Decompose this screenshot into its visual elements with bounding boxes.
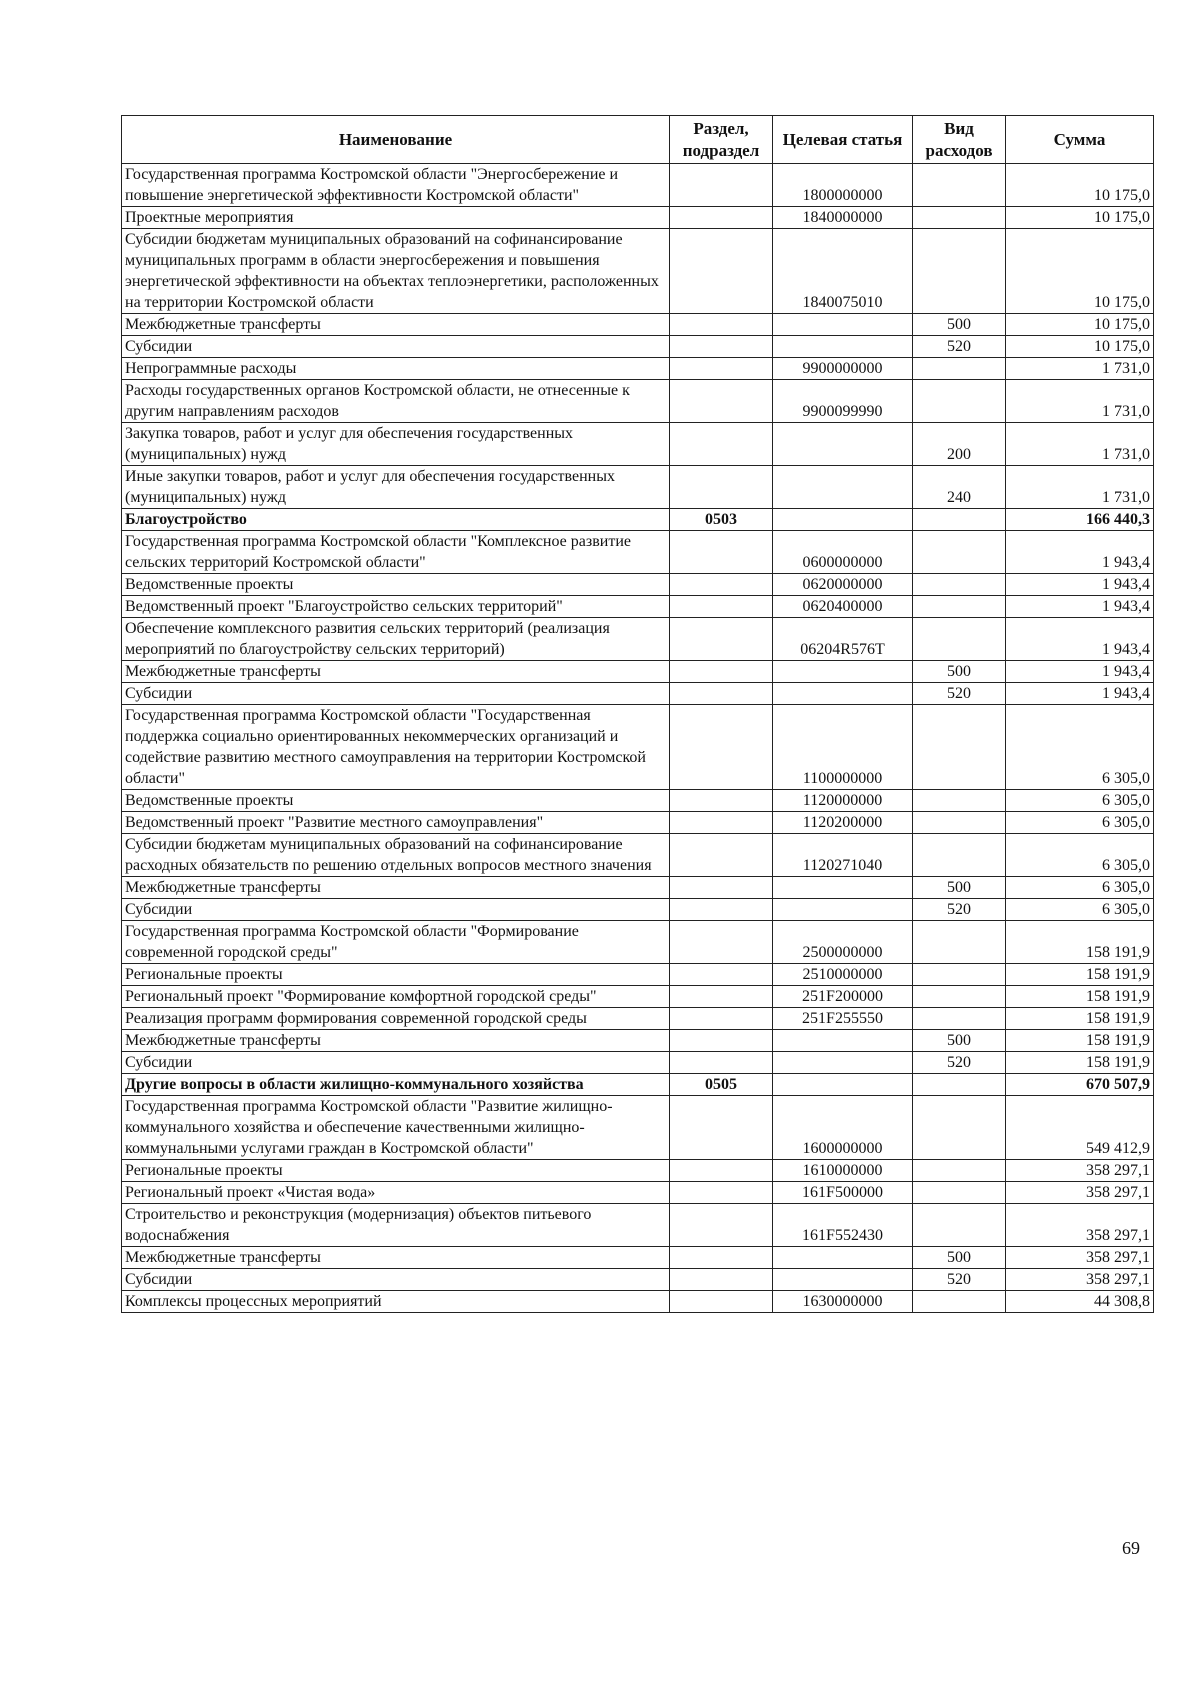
- cell-name: Межбюджетные трансферты: [122, 314, 670, 336]
- cell-section: [670, 661, 773, 683]
- cell-name: Проектные мероприятия: [122, 207, 670, 229]
- cell-target: 1800000000: [773, 164, 913, 207]
- table-row: [122, 574, 1154, 596]
- table-header-row: [122, 116, 1154, 164]
- table-row: [122, 683, 1154, 705]
- cell-section: [670, 1030, 773, 1052]
- cell-section: [670, 1008, 773, 1030]
- cell-name: Закупка товаров, работ и услуг для обеспечения государственных (муниципальных) нужд: [122, 423, 670, 466]
- cell-section: [670, 336, 773, 358]
- cell-section: [670, 1182, 773, 1204]
- cell-target: [773, 899, 913, 921]
- cell-section: [670, 596, 773, 618]
- cell-name: Государственная программа Костромской области "Развитие жилищно-коммунального хозяйства и обеспечение качественными жилищно-коммунальными услугами граждан в Костромской области": [122, 1096, 670, 1160]
- cell-target: [773, 661, 913, 683]
- cell-section: 0503: [670, 509, 773, 531]
- table-row: [122, 1204, 1154, 1247]
- cell-name: Субсидии бюджетам муниципальных образований на софинансирование муниципальных программ в области энергосбережения и повышения энергетической эффективности на объектах теплоэнергетики, расположенных на территории Костромской области: [122, 229, 670, 314]
- cell-name: Ведомственные проекты: [122, 574, 670, 596]
- table-row: [122, 1030, 1154, 1052]
- cell-sum: 166 440,3: [1006, 509, 1154, 531]
- cell-name: Непрограммные расходы: [122, 358, 670, 380]
- cell-kind: [913, 1160, 1006, 1182]
- cell-name: Субсидии бюджетам муниципальных образований на софинансирование расходных обязательств по решению отдельных вопросов местного значения: [122, 834, 670, 877]
- cell-sum: 1 731,0: [1006, 358, 1154, 380]
- cell-sum: 358 297,1: [1006, 1269, 1154, 1291]
- cell-sum: 6 305,0: [1006, 790, 1154, 812]
- table-row: [122, 358, 1154, 380]
- cell-name: Иные закупки товаров, работ и услуг для обеспечения государственных (муниципальных) нужд: [122, 466, 670, 509]
- cell-sum: 549 412,9: [1006, 1096, 1154, 1160]
- cell-sum: 10 175,0: [1006, 164, 1154, 207]
- cell-name: Субсидии: [122, 899, 670, 921]
- cell-kind: [913, 596, 1006, 618]
- cell-name: Ведомственный проект "Благоустройство сельских территорий": [122, 596, 670, 618]
- cell-target: 2500000000: [773, 921, 913, 964]
- table-row: [122, 877, 1154, 899]
- cell-sum: 358 297,1: [1006, 1204, 1154, 1247]
- cell-target: 1600000000: [773, 1096, 913, 1160]
- table-row: [122, 921, 1154, 964]
- table-row: [122, 380, 1154, 423]
- cell-name: Государственная программа Костромской области "Государственная поддержка социально ориентированных некоммерческих организаций и содействие развитию местного самоуправления на территории Костромской области": [122, 705, 670, 790]
- cell-section: [670, 705, 773, 790]
- cell-target: 1120000000: [773, 790, 913, 812]
- cell-target: 161F500000: [773, 1182, 913, 1204]
- cell-sum: 358 297,1: [1006, 1182, 1154, 1204]
- cell-sum: 1 731,0: [1006, 423, 1154, 466]
- cell-target: 0620000000: [773, 574, 913, 596]
- table-row: [122, 423, 1154, 466]
- table-row: [122, 1247, 1154, 1269]
- cell-kind: 500: [913, 661, 1006, 683]
- cell-sum: 158 191,9: [1006, 1052, 1154, 1074]
- cell-target: 1610000000: [773, 1160, 913, 1182]
- cell-section: [670, 618, 773, 661]
- cell-name: Межбюджетные трансферты: [122, 1030, 670, 1052]
- table-row: [122, 1052, 1154, 1074]
- cell-kind: [913, 531, 1006, 574]
- cell-sum: 1 943,4: [1006, 618, 1154, 661]
- header-sum: Сумма: [1006, 116, 1154, 164]
- cell-sum: 358 297,1: [1006, 1247, 1154, 1269]
- cell-target: 1630000000: [773, 1291, 913, 1313]
- cell-name: Субсидии: [122, 336, 670, 358]
- cell-target: [773, 683, 913, 705]
- cell-sum: 10 175,0: [1006, 229, 1154, 314]
- cell-target: [773, 877, 913, 899]
- cell-target: 0620400000: [773, 596, 913, 618]
- table-row: [122, 812, 1154, 834]
- cell-section: 0505: [670, 1074, 773, 1096]
- cell-kind: 520: [913, 683, 1006, 705]
- cell-section: [670, 423, 773, 466]
- table-row: [122, 164, 1154, 207]
- table-row: [122, 336, 1154, 358]
- cell-kind: [913, 1182, 1006, 1204]
- cell-name: Государственная программа Костромской области "Формирование современной городской среды": [122, 921, 670, 964]
- cell-section: [670, 1204, 773, 1247]
- cell-target: 1840000000: [773, 207, 913, 229]
- cell-target: [773, 1074, 913, 1096]
- cell-kind: [913, 705, 1006, 790]
- cell-sum: 1 943,4: [1006, 683, 1154, 705]
- cell-kind: [913, 1291, 1006, 1313]
- header-kind: Вид расходов: [913, 116, 1006, 164]
- cell-name: Региональный проект «Чистая вода»: [122, 1182, 670, 1204]
- cell-name: Ведомственный проект "Развитие местного самоуправления": [122, 812, 670, 834]
- cell-name: Комплексы процессных мероприятий: [122, 1291, 670, 1313]
- cell-kind: [913, 358, 1006, 380]
- cell-kind: [913, 574, 1006, 596]
- cell-kind: 500: [913, 877, 1006, 899]
- table-row: [122, 1008, 1154, 1030]
- cell-section: [670, 877, 773, 899]
- table-row: [122, 986, 1154, 1008]
- table-row: [122, 1160, 1154, 1182]
- cell-target: [773, 1030, 913, 1052]
- cell-section: [670, 574, 773, 596]
- table-row: [122, 618, 1154, 661]
- cell-kind: 500: [913, 1247, 1006, 1269]
- cell-target: 9900099990: [773, 380, 913, 423]
- table-row: [122, 1269, 1154, 1291]
- cell-section: [670, 207, 773, 229]
- table-row: [122, 596, 1154, 618]
- cell-section: [670, 1160, 773, 1182]
- cell-name: Расходы государственных органов Костромской области, не отнесенные к другим направлениям расходов: [122, 380, 670, 423]
- cell-sum: 44 308,8: [1006, 1291, 1154, 1313]
- cell-kind: [913, 921, 1006, 964]
- cell-sum: 1 943,4: [1006, 531, 1154, 574]
- cell-target: 2510000000: [773, 964, 913, 986]
- cell-target: 161F552430: [773, 1204, 913, 1247]
- cell-target: 1120200000: [773, 812, 913, 834]
- cell-target: [773, 1247, 913, 1269]
- cell-kind: [913, 618, 1006, 661]
- cell-kind: [913, 1008, 1006, 1030]
- cell-sum: 158 191,9: [1006, 1008, 1154, 1030]
- cell-section: [670, 1096, 773, 1160]
- table-row: [122, 661, 1154, 683]
- table-row: [122, 964, 1154, 986]
- table-row: [122, 705, 1154, 790]
- cell-name: Строительство и реконструкция (модернизация) объектов питьевого водоснабжения: [122, 1204, 670, 1247]
- cell-sum: 1 943,4: [1006, 574, 1154, 596]
- cell-kind: [913, 229, 1006, 314]
- page-number: 69: [1122, 1538, 1140, 1558]
- cell-kind: [913, 207, 1006, 229]
- cell-section: [670, 531, 773, 574]
- budget-table: [121, 115, 1154, 1313]
- cell-sum: 158 191,9: [1006, 986, 1154, 1008]
- cell-section: [670, 1291, 773, 1313]
- cell-sum: 358 297,1: [1006, 1160, 1154, 1182]
- cell-name: Субсидии: [122, 1052, 670, 1074]
- table-row: [122, 531, 1154, 574]
- cell-sum: 1 943,4: [1006, 596, 1154, 618]
- cell-kind: [913, 380, 1006, 423]
- cell-target: [773, 1052, 913, 1074]
- cell-kind: 500: [913, 314, 1006, 336]
- cell-target: 251F200000: [773, 986, 913, 1008]
- cell-sum: 10 175,0: [1006, 336, 1154, 358]
- cell-kind: [913, 812, 1006, 834]
- cell-section: [670, 1247, 773, 1269]
- cell-section: [670, 986, 773, 1008]
- table-row: [122, 314, 1154, 336]
- cell-kind: 520: [913, 1052, 1006, 1074]
- cell-section: [670, 921, 773, 964]
- cell-target: 251F255550: [773, 1008, 913, 1030]
- cell-section: [670, 358, 773, 380]
- cell-target: [773, 314, 913, 336]
- cell-kind: 520: [913, 899, 1006, 921]
- cell-section: [670, 964, 773, 986]
- cell-kind: [913, 790, 1006, 812]
- table-body: [122, 164, 1154, 1313]
- cell-name: Государственная программа Костромской области "Комплексное развитие сельских территорий Костромской области": [122, 531, 670, 574]
- cell-section: [670, 164, 773, 207]
- cell-target: 1100000000: [773, 705, 913, 790]
- cell-kind: 520: [913, 336, 1006, 358]
- cell-name: Региональный проект "Формирование комфортной городской среды": [122, 986, 670, 1008]
- cell-name: Межбюджетные трансферты: [122, 877, 670, 899]
- table-row: [122, 466, 1154, 509]
- cell-name: Межбюджетные трансферты: [122, 661, 670, 683]
- cell-sum: 10 175,0: [1006, 207, 1154, 229]
- cell-name: Ведомственные проекты: [122, 790, 670, 812]
- cell-sum: 10 175,0: [1006, 314, 1154, 336]
- cell-target: 0600000000: [773, 531, 913, 574]
- cell-section: [670, 812, 773, 834]
- table-row: [122, 899, 1154, 921]
- cell-section: [670, 466, 773, 509]
- table-row: [122, 1291, 1154, 1313]
- cell-sum: 670 507,9: [1006, 1074, 1154, 1096]
- cell-target: [773, 509, 913, 531]
- cell-name: Благоустройство: [122, 509, 670, 531]
- cell-name: Межбюджетные трансферты: [122, 1247, 670, 1269]
- cell-kind: [913, 834, 1006, 877]
- cell-sum: 1 943,4: [1006, 661, 1154, 683]
- cell-target: [773, 336, 913, 358]
- cell-sum: 6 305,0: [1006, 812, 1154, 834]
- cell-sum: 6 305,0: [1006, 705, 1154, 790]
- cell-section: [670, 380, 773, 423]
- cell-name: Субсидии: [122, 1269, 670, 1291]
- cell-name: Региональные проекты: [122, 964, 670, 986]
- cell-section: [670, 790, 773, 812]
- table-row: [122, 1182, 1154, 1204]
- cell-section: [670, 1269, 773, 1291]
- table-row: [122, 1096, 1154, 1160]
- table-row: [122, 790, 1154, 812]
- cell-name: Другие вопросы в области жилищно-коммунального хозяйства: [122, 1074, 670, 1096]
- cell-target: 06204R576T: [773, 618, 913, 661]
- cell-sum: 1 731,0: [1006, 380, 1154, 423]
- cell-kind: 200: [913, 423, 1006, 466]
- cell-kind: [913, 986, 1006, 1008]
- table-row: [122, 229, 1154, 314]
- cell-target: [773, 466, 913, 509]
- cell-sum: 1 731,0: [1006, 466, 1154, 509]
- header-target: Целевая статья: [773, 116, 913, 164]
- cell-sum: 6 305,0: [1006, 899, 1154, 921]
- cell-sum: 158 191,9: [1006, 964, 1154, 986]
- table-row: [122, 207, 1154, 229]
- cell-kind: [913, 509, 1006, 531]
- cell-section: [670, 899, 773, 921]
- cell-sum: 6 305,0: [1006, 834, 1154, 877]
- cell-name: Государственная программа Костромской области "Энергосбережение и повышение энергетической эффективности Костромской области": [122, 164, 670, 207]
- cell-kind: [913, 164, 1006, 207]
- cell-section: [670, 834, 773, 877]
- cell-section: [670, 1052, 773, 1074]
- cell-target: 1120271040: [773, 834, 913, 877]
- cell-kind: 520: [913, 1269, 1006, 1291]
- cell-target: [773, 1269, 913, 1291]
- header-name: Наименование: [122, 116, 670, 164]
- cell-section: [670, 314, 773, 336]
- cell-name: Региональные проекты: [122, 1160, 670, 1182]
- cell-kind: 500: [913, 1030, 1006, 1052]
- cell-kind: 240: [913, 466, 1006, 509]
- cell-sum: 6 305,0: [1006, 877, 1154, 899]
- cell-section: [670, 229, 773, 314]
- cell-sum: 158 191,9: [1006, 921, 1154, 964]
- cell-kind: [913, 964, 1006, 986]
- cell-sum: 158 191,9: [1006, 1030, 1154, 1052]
- cell-kind: [913, 1096, 1006, 1160]
- cell-target: [773, 423, 913, 466]
- cell-kind: [913, 1204, 1006, 1247]
- cell-name: Реализация программ формирования современной городской среды: [122, 1008, 670, 1030]
- cell-section: [670, 683, 773, 705]
- cell-kind: [913, 1074, 1006, 1096]
- cell-target: 1840075010: [773, 229, 913, 314]
- table-row: [122, 834, 1154, 877]
- cell-name: Обеспечение комплексного развития сельских территорий (реализация мероприятий по благоустройству сельских территорий): [122, 618, 670, 661]
- table-row: [122, 509, 1154, 531]
- cell-target: 9900000000: [773, 358, 913, 380]
- table-row: [122, 1074, 1154, 1096]
- header-section: Раздел, подраздел: [670, 116, 773, 164]
- cell-name: Субсидии: [122, 683, 670, 705]
